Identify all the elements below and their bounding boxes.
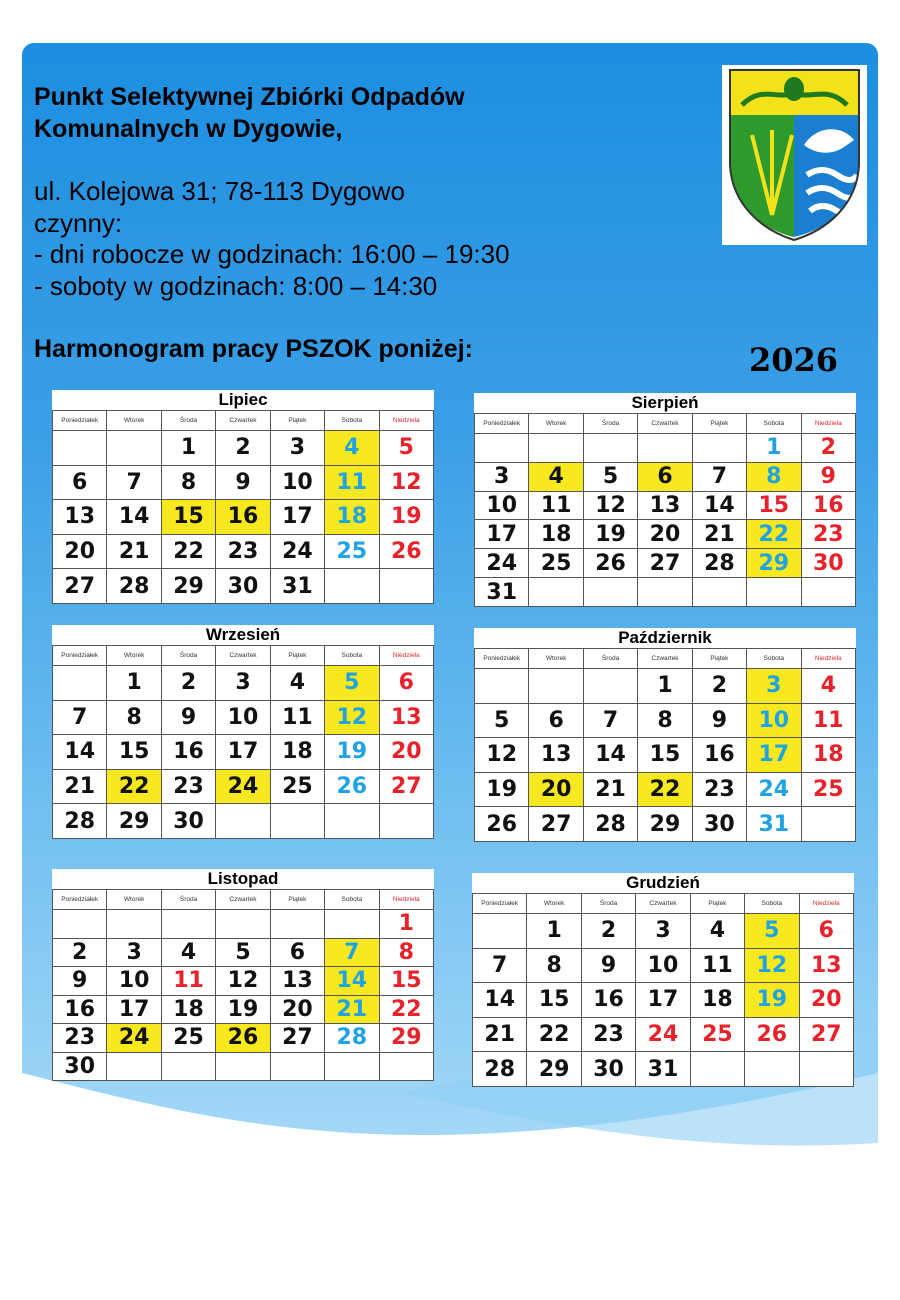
- day-cell: 30: [161, 804, 215, 839]
- day-cell: 18: [801, 738, 855, 773]
- day-cell: 3: [475, 462, 529, 491]
- day-cell: 30: [801, 549, 855, 578]
- weekday-header: Poniedziałek: [475, 649, 529, 669]
- weekday-header: Piątek: [270, 646, 324, 666]
- empty-cell: [583, 434, 637, 463]
- day-cell: 11: [529, 491, 583, 520]
- day-cell: 20: [379, 735, 433, 770]
- day-cell: 19: [583, 520, 637, 549]
- day-cell: 21: [692, 520, 746, 549]
- month-name: Wrzesień: [53, 625, 434, 646]
- year-label: 2026: [749, 341, 839, 379]
- day-cell: 9: [216, 465, 270, 500]
- day-cell: 6: [53, 465, 107, 500]
- day-cell: 11: [801, 703, 855, 738]
- weekday-header: Środa: [583, 649, 637, 669]
- empty-cell: [161, 1052, 215, 1081]
- day-cell: 12: [475, 738, 529, 773]
- day-cell: 29: [527, 1052, 581, 1087]
- day-cell: 26: [475, 807, 529, 842]
- day-cell: 15: [527, 983, 581, 1018]
- weekday-header: Niedziela: [379, 646, 433, 666]
- weekday-header: Sobota: [747, 649, 801, 669]
- title-line-1: Punkt Selektywnej Zbiórki Odpadów: [34, 83, 465, 111]
- day-cell: 13: [799, 948, 853, 983]
- weekday-header: Środa: [581, 894, 635, 914]
- month-name: Październik: [475, 628, 856, 649]
- day-cell: 29: [747, 549, 801, 578]
- day-cell: 13: [638, 491, 692, 520]
- day-cell: 20: [799, 983, 853, 1018]
- weekday-header: Środa: [161, 646, 215, 666]
- weekday-header: Czwartek: [216, 411, 270, 431]
- day-cell: 3: [270, 431, 324, 466]
- day-cell: 25: [270, 769, 324, 804]
- day-cell: 27: [270, 1024, 324, 1053]
- day-cell: 28: [107, 569, 161, 604]
- empty-cell: [690, 1052, 744, 1087]
- empty-cell: [379, 569, 433, 604]
- day-cell: 3: [636, 914, 690, 949]
- day-cell: 1: [638, 669, 692, 704]
- day-cell: 13: [379, 700, 433, 735]
- day-cell: 23: [801, 520, 855, 549]
- coat-of-arms-logo: [722, 65, 867, 245]
- day-cell: 27: [529, 807, 583, 842]
- empty-cell: [801, 578, 855, 607]
- month-name: Listopad: [53, 869, 434, 890]
- empty-cell: [270, 804, 324, 839]
- day-cell: 29: [638, 807, 692, 842]
- empty-cell: [583, 669, 637, 704]
- weekday-header: Piątek: [692, 414, 746, 434]
- day-cell: 31: [636, 1052, 690, 1087]
- day-cell: 24: [747, 772, 801, 807]
- day-cell: 6: [799, 914, 853, 949]
- calendar-sierpien: [474, 393, 856, 607]
- empty-cell: [745, 1052, 799, 1087]
- day-cell: 17: [107, 995, 161, 1024]
- day-cell: 26: [325, 769, 379, 804]
- weekday-header: Niedziela: [801, 649, 855, 669]
- empty-cell: [638, 578, 692, 607]
- empty-cell: [53, 431, 107, 466]
- day-cell: 2: [581, 914, 635, 949]
- day-cell: 17: [636, 983, 690, 1018]
- day-cell: 16: [692, 738, 746, 773]
- day-cell: 12: [379, 465, 433, 500]
- day-cell: 2: [216, 431, 270, 466]
- day-cell: 14: [53, 735, 107, 770]
- day-cell: 1: [379, 910, 433, 939]
- day-cell: 4: [161, 938, 215, 967]
- day-cell: 7: [692, 462, 746, 491]
- empty-cell: [473, 914, 527, 949]
- day-cell: 5: [216, 938, 270, 967]
- day-cell: 27: [638, 549, 692, 578]
- day-cell: 8: [747, 462, 801, 491]
- empty-cell: [216, 1052, 270, 1081]
- empty-cell: [379, 804, 433, 839]
- weekday-header: Niedziela: [799, 894, 853, 914]
- weekday-header: Sobota: [325, 411, 379, 431]
- empty-cell: [529, 578, 583, 607]
- weekday-header: Poniedziałek: [53, 411, 107, 431]
- weekday-header: Czwartek: [216, 890, 270, 910]
- day-cell: 29: [379, 1024, 433, 1053]
- day-cell: 31: [747, 807, 801, 842]
- day-cell: 1: [161, 431, 215, 466]
- day-cell: 23: [216, 534, 270, 569]
- day-cell: 24: [107, 1024, 161, 1053]
- day-cell: 1: [747, 434, 801, 463]
- day-cell: 19: [325, 735, 379, 770]
- weekday-header: Niedziela: [379, 411, 433, 431]
- day-cell: 31: [270, 569, 324, 604]
- weekday-header: Sobota: [747, 414, 801, 434]
- saturday-hours: - soboty w godzinach: 8:00 – 14:30: [34, 270, 438, 301]
- day-cell: 6: [638, 462, 692, 491]
- day-cell: 19: [745, 983, 799, 1018]
- empty-cell: [107, 431, 161, 466]
- day-cell: 30: [692, 807, 746, 842]
- weekday-header: Wtorek: [529, 649, 583, 669]
- day-cell: 18: [325, 500, 379, 535]
- day-cell: 17: [216, 735, 270, 770]
- day-cell: 28: [692, 549, 746, 578]
- day-cell: 3: [216, 666, 270, 701]
- day-cell: 23: [692, 772, 746, 807]
- day-cell: 15: [379, 967, 433, 996]
- weekday-header: Piątek: [692, 649, 746, 669]
- day-cell: 9: [161, 700, 215, 735]
- day-cell: 28: [583, 807, 637, 842]
- empty-cell: [53, 666, 107, 701]
- day-cell: 5: [583, 462, 637, 491]
- weekday-header: Czwartek: [638, 414, 692, 434]
- empty-cell: [475, 434, 529, 463]
- day-cell: 16: [161, 735, 215, 770]
- empty-cell: [325, 1052, 379, 1081]
- day-cell: 27: [379, 769, 433, 804]
- day-cell: 15: [107, 735, 161, 770]
- day-cell: 17: [475, 520, 529, 549]
- weekday-header: Środa: [161, 890, 215, 910]
- empty-cell: [325, 569, 379, 604]
- empty-cell: [107, 1052, 161, 1081]
- empty-cell: [216, 910, 270, 939]
- day-cell: 25: [325, 534, 379, 569]
- weekday-header: Sobota: [745, 894, 799, 914]
- day-cell: 7: [325, 938, 379, 967]
- day-cell: 4: [801, 669, 855, 704]
- day-cell: 4: [690, 914, 744, 949]
- weekday-header: Sobota: [325, 646, 379, 666]
- empty-cell: [529, 669, 583, 704]
- day-cell: 23: [581, 1017, 635, 1052]
- day-cell: 21: [107, 534, 161, 569]
- day-cell: 24: [270, 534, 324, 569]
- day-cell: 12: [583, 491, 637, 520]
- day-cell: 5: [745, 914, 799, 949]
- day-cell: 31: [475, 578, 529, 607]
- day-cell: 17: [747, 738, 801, 773]
- day-cell: 9: [801, 462, 855, 491]
- day-cell: 11: [325, 465, 379, 500]
- day-cell: 9: [581, 948, 635, 983]
- day-cell: 13: [529, 738, 583, 773]
- day-cell: 21: [583, 772, 637, 807]
- day-cell: 17: [270, 500, 324, 535]
- day-cell: 10: [747, 703, 801, 738]
- day-cell: 14: [473, 983, 527, 1018]
- empty-cell: [379, 1052, 433, 1081]
- day-cell: 8: [527, 948, 581, 983]
- day-cell: 29: [161, 569, 215, 604]
- day-cell: 14: [692, 491, 746, 520]
- address-text: ul. Kolejowa 31; 78-113 Dygowo: [34, 176, 405, 206]
- day-cell: 26: [379, 534, 433, 569]
- day-cell: 24: [636, 1017, 690, 1052]
- day-cell: 16: [53, 995, 107, 1024]
- day-cell: 22: [747, 520, 801, 549]
- weekday-header: Wtorek: [107, 411, 161, 431]
- day-cell: 7: [583, 703, 637, 738]
- weekday-header: Środa: [161, 411, 215, 431]
- weekday-header: Sobota: [325, 890, 379, 910]
- day-cell: 14: [583, 738, 637, 773]
- day-cell: 20: [270, 995, 324, 1024]
- day-cell: 28: [473, 1052, 527, 1087]
- day-cell: 7: [53, 700, 107, 735]
- day-cell: 18: [690, 983, 744, 1018]
- day-cell: 3: [747, 669, 801, 704]
- day-cell: 26: [216, 1024, 270, 1053]
- empty-cell: [216, 804, 270, 839]
- weekday-header: Czwartek: [636, 894, 690, 914]
- empty-cell: [692, 578, 746, 607]
- day-cell: 28: [325, 1024, 379, 1053]
- weekday-header: Wtorek: [107, 646, 161, 666]
- empty-cell: [747, 578, 801, 607]
- day-cell: 10: [475, 491, 529, 520]
- day-cell: 5: [325, 666, 379, 701]
- day-cell: 10: [107, 967, 161, 996]
- weekday-header: Piątek: [270, 411, 324, 431]
- day-cell: 2: [801, 434, 855, 463]
- day-cell: 25: [801, 772, 855, 807]
- day-cell: 27: [53, 569, 107, 604]
- day-cell: 16: [581, 983, 635, 1018]
- weekday-header: Niedziela: [379, 890, 433, 910]
- day-cell: 7: [107, 465, 161, 500]
- calendar-listopad: [52, 869, 434, 1081]
- weekdays-hours: - dni robocze w godzinach: 16:00 – 19:30: [34, 239, 510, 269]
- day-cell: 23: [161, 769, 215, 804]
- day-cell: 28: [53, 804, 107, 839]
- day-cell: 1: [107, 666, 161, 701]
- day-cell: 2: [692, 669, 746, 704]
- empty-cell: [107, 910, 161, 939]
- empty-cell: [692, 434, 746, 463]
- day-cell: 26: [583, 549, 637, 578]
- day-cell: 25: [161, 1024, 215, 1053]
- empty-cell: [583, 578, 637, 607]
- day-cell: 18: [529, 520, 583, 549]
- day-cell: 14: [107, 500, 161, 535]
- day-cell: 20: [638, 520, 692, 549]
- empty-cell: [270, 910, 324, 939]
- day-cell: 12: [216, 967, 270, 996]
- month-name: Lipiec: [53, 390, 434, 411]
- calendar-lipiec: [52, 390, 434, 604]
- weekday-header: Piątek: [270, 890, 324, 910]
- day-cell: 8: [379, 938, 433, 967]
- calendar-wrzesien: [52, 625, 434, 839]
- day-cell: 22: [161, 534, 215, 569]
- day-cell: 7: [473, 948, 527, 983]
- open-label: czynny:: [34, 207, 123, 238]
- empty-cell: [801, 807, 855, 842]
- day-cell: 19: [475, 772, 529, 807]
- calendar-pazdziernik: [474, 628, 856, 842]
- day-cell: 24: [216, 769, 270, 804]
- month-name: Grudzień: [473, 873, 854, 894]
- day-cell: 12: [325, 700, 379, 735]
- day-cell: 25: [529, 549, 583, 578]
- day-cell: 19: [216, 995, 270, 1024]
- weekday-header: Piątek: [690, 894, 744, 914]
- day-cell: 2: [53, 938, 107, 967]
- day-cell: 19: [379, 500, 433, 535]
- day-cell: 11: [270, 700, 324, 735]
- day-cell: 1: [527, 914, 581, 949]
- day-cell: 15: [747, 491, 801, 520]
- month-name: Sierpień: [475, 393, 856, 414]
- day-cell: 3: [107, 938, 161, 967]
- empty-cell: [529, 434, 583, 463]
- day-cell: 6: [270, 938, 324, 967]
- weekday-header: Czwartek: [638, 649, 692, 669]
- day-cell: 30: [53, 1052, 107, 1081]
- day-cell: 13: [270, 967, 324, 996]
- title-line-2: Komunalnych w Dygowie,: [34, 115, 343, 143]
- day-cell: 2: [161, 666, 215, 701]
- day-cell: 8: [638, 703, 692, 738]
- day-cell: 24: [475, 549, 529, 578]
- weekday-header: Środa: [583, 414, 637, 434]
- day-cell: 23: [53, 1024, 107, 1053]
- day-cell: 10: [636, 948, 690, 983]
- day-cell: 25: [690, 1017, 744, 1052]
- day-cell: 22: [107, 769, 161, 804]
- weekday-header: Wtorek: [107, 890, 161, 910]
- weekday-header: Niedziela: [801, 414, 855, 434]
- day-cell: 5: [475, 703, 529, 738]
- day-cell: 11: [690, 948, 744, 983]
- day-cell: 18: [270, 735, 324, 770]
- empty-cell: [475, 669, 529, 704]
- weekday-header: Poniedziałek: [53, 890, 107, 910]
- empty-cell: [161, 910, 215, 939]
- empty-cell: [799, 1052, 853, 1087]
- day-cell: 6: [529, 703, 583, 738]
- day-cell: 18: [161, 995, 215, 1024]
- day-cell: 21: [325, 995, 379, 1024]
- calendar-grudzien: [472, 873, 854, 1087]
- day-cell: 10: [216, 700, 270, 735]
- day-cell: 26: [745, 1017, 799, 1052]
- day-cell: 15: [638, 738, 692, 773]
- empty-cell: [53, 910, 107, 939]
- empty-cell: [325, 804, 379, 839]
- day-cell: 22: [379, 995, 433, 1024]
- weekday-header: Poniedziałek: [475, 414, 529, 434]
- page-title: [34, 81, 594, 145]
- day-cell: 6: [379, 666, 433, 701]
- day-cell: 8: [161, 465, 215, 500]
- day-cell: 8: [107, 700, 161, 735]
- day-cell: 22: [638, 772, 692, 807]
- day-cell: 10: [270, 465, 324, 500]
- day-cell: 12: [745, 948, 799, 983]
- day-cell: 20: [53, 534, 107, 569]
- day-cell: 30: [216, 569, 270, 604]
- empty-cell: [638, 434, 692, 463]
- day-cell: 15: [161, 500, 215, 535]
- day-cell: 29: [107, 804, 161, 839]
- weekday-header: Czwartek: [216, 646, 270, 666]
- day-cell: 13: [53, 500, 107, 535]
- day-cell: 4: [325, 431, 379, 466]
- day-cell: 14: [325, 967, 379, 996]
- schedule-heading: Harmonogram pracy PSZOK poniżej:: [34, 335, 473, 363]
- address-block: [34, 176, 510, 302]
- day-cell: 4: [270, 666, 324, 701]
- empty-cell: [325, 910, 379, 939]
- day-cell: 30: [581, 1052, 635, 1087]
- day-cell: 21: [53, 769, 107, 804]
- weekday-header: Wtorek: [529, 414, 583, 434]
- day-cell: 9: [53, 967, 107, 996]
- day-cell: 22: [527, 1017, 581, 1052]
- empty-cell: [270, 1052, 324, 1081]
- weekday-header: Wtorek: [527, 894, 581, 914]
- day-cell: 9: [692, 703, 746, 738]
- day-cell: 27: [799, 1017, 853, 1052]
- day-cell: 16: [216, 500, 270, 535]
- day-cell: 4: [529, 462, 583, 491]
- day-cell: 20: [529, 772, 583, 807]
- day-cell: 21: [473, 1017, 527, 1052]
- day-cell: 11: [161, 967, 215, 996]
- day-cell: 16: [801, 491, 855, 520]
- weekday-header: Poniedziałek: [473, 894, 527, 914]
- day-cell: 5: [379, 431, 433, 466]
- weekday-header: Poniedziałek: [53, 646, 107, 666]
